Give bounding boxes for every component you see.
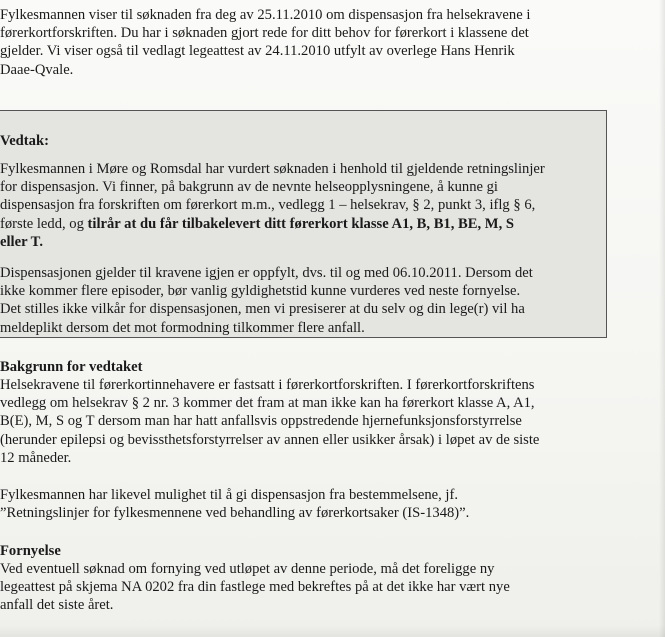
scan-edge-shadow [0,625,665,637]
text-line: legeattest på skjema NA 0202 fra din fastlege med bekreftes på at det ikke har vært nye [0,579,510,596]
bakgrunn-paragraph-1 [0,376,539,467]
text-line: dispensasjon fra forskriften om førerkort m.m., vedlegg 1 – helsekrav, § 2, punkt 3, iflg § 6, [0,197,536,214]
paper-edge-shadow [659,0,665,637]
vedtak-heading: Vedtak: [0,133,49,149]
text-line: Helsekravene til førerkortinnehavere er fastsatt i førerkortforskriften. I førerkortforskriftens [0,377,535,393]
text-line: vedlegg om helsekrav § 2 nr. 3 kommer det fram at man ikke kan ha førerkort klasse A, A1, [0,395,535,412]
text-line: Daae-Qvale. [0,61,74,78]
vedtak-paragraph-1 [0,160,545,251]
text-line: Det stilles ikke vilkår for dispensasjonen, men vi presiserer at du selv og din lege(r) vil ha [0,301,525,318]
text-line: (herunder epilepsi og bevissthetsforstyrrelser av annen eller usikker årsak) i løpet av de siste [0,431,540,448]
decision-text: eller T. [0,233,43,250]
text-line: for dispensasjon. Vi finner, på bakgrunn av de nevnte helseopplysningene, å kunne gi [0,179,498,196]
text-line: gjelder. Vi viser også til vedlagt legeattest av 24.11.2010 utfylt av overlege Hans Henrik [0,43,515,60]
text-line: ikke kommer flere episoder, bør vanlig gyldighetstid kunne vurderes ved neste fornyelse. [0,283,521,300]
text-plain: første ledd, og [0,215,88,232]
text-line [0,233,545,251]
text-line: meldeplikt dersom det mot formodning tilkommer flere anfall. [0,319,365,336]
text-line: anfall det siste året. [0,597,114,614]
text-line: B(E), M, S og T dersom man har hatt anfallsvis oppstredende hjernefunksjonsforstyrrelse [0,413,522,430]
vedtak-paragraph-2 [0,264,533,337]
text-line: 12 måneder. [0,449,72,466]
fornyelse-heading: Fornyelse [0,543,61,559]
bakgrunn-paragraph-2 [0,486,469,522]
text-line: Dispensasjonen gjelder til kravene igjen er oppfylt, dvs. til og med 06.10.2011. Dersom det [0,265,533,281]
bakgrunn-heading: Bakgrunn for vedtaket [0,359,143,375]
text-line: Fylkesmannen viser til søknaden fra deg av 25.11.2010 om dispensasjon fra helsekravene i [0,7,531,23]
decision-text: tilrår at du får tilbakelevert ditt førerkort klasse A1, B, B1, BE, M, S [87,215,514,232]
text-line: Ved eventuell søknad om fornying ved utløpet av denne periode, må det foreligge ny [0,561,495,577]
intro-paragraph [0,6,530,79]
text-line: Fylkesmannen har likevel mulighet til å gi dispensasjon fra bestemmelsene, jf. [0,487,458,503]
fornyelse-paragraph [0,560,510,615]
text-line: ”Retningslinjer for fylkesmennene ved behandling av førerkortsaker (IS-1348)”. [0,505,470,522]
text-line [0,215,545,233]
text-line: Fylkesmannen i Møre og Romsdal har vurdert søknaden i henhold til gjeldende retningslinjer [0,161,545,177]
text-line: førerkortforskriften. Du har i søknaden gjort rede for ditt behov for førerkort i klassene det [0,25,529,42]
